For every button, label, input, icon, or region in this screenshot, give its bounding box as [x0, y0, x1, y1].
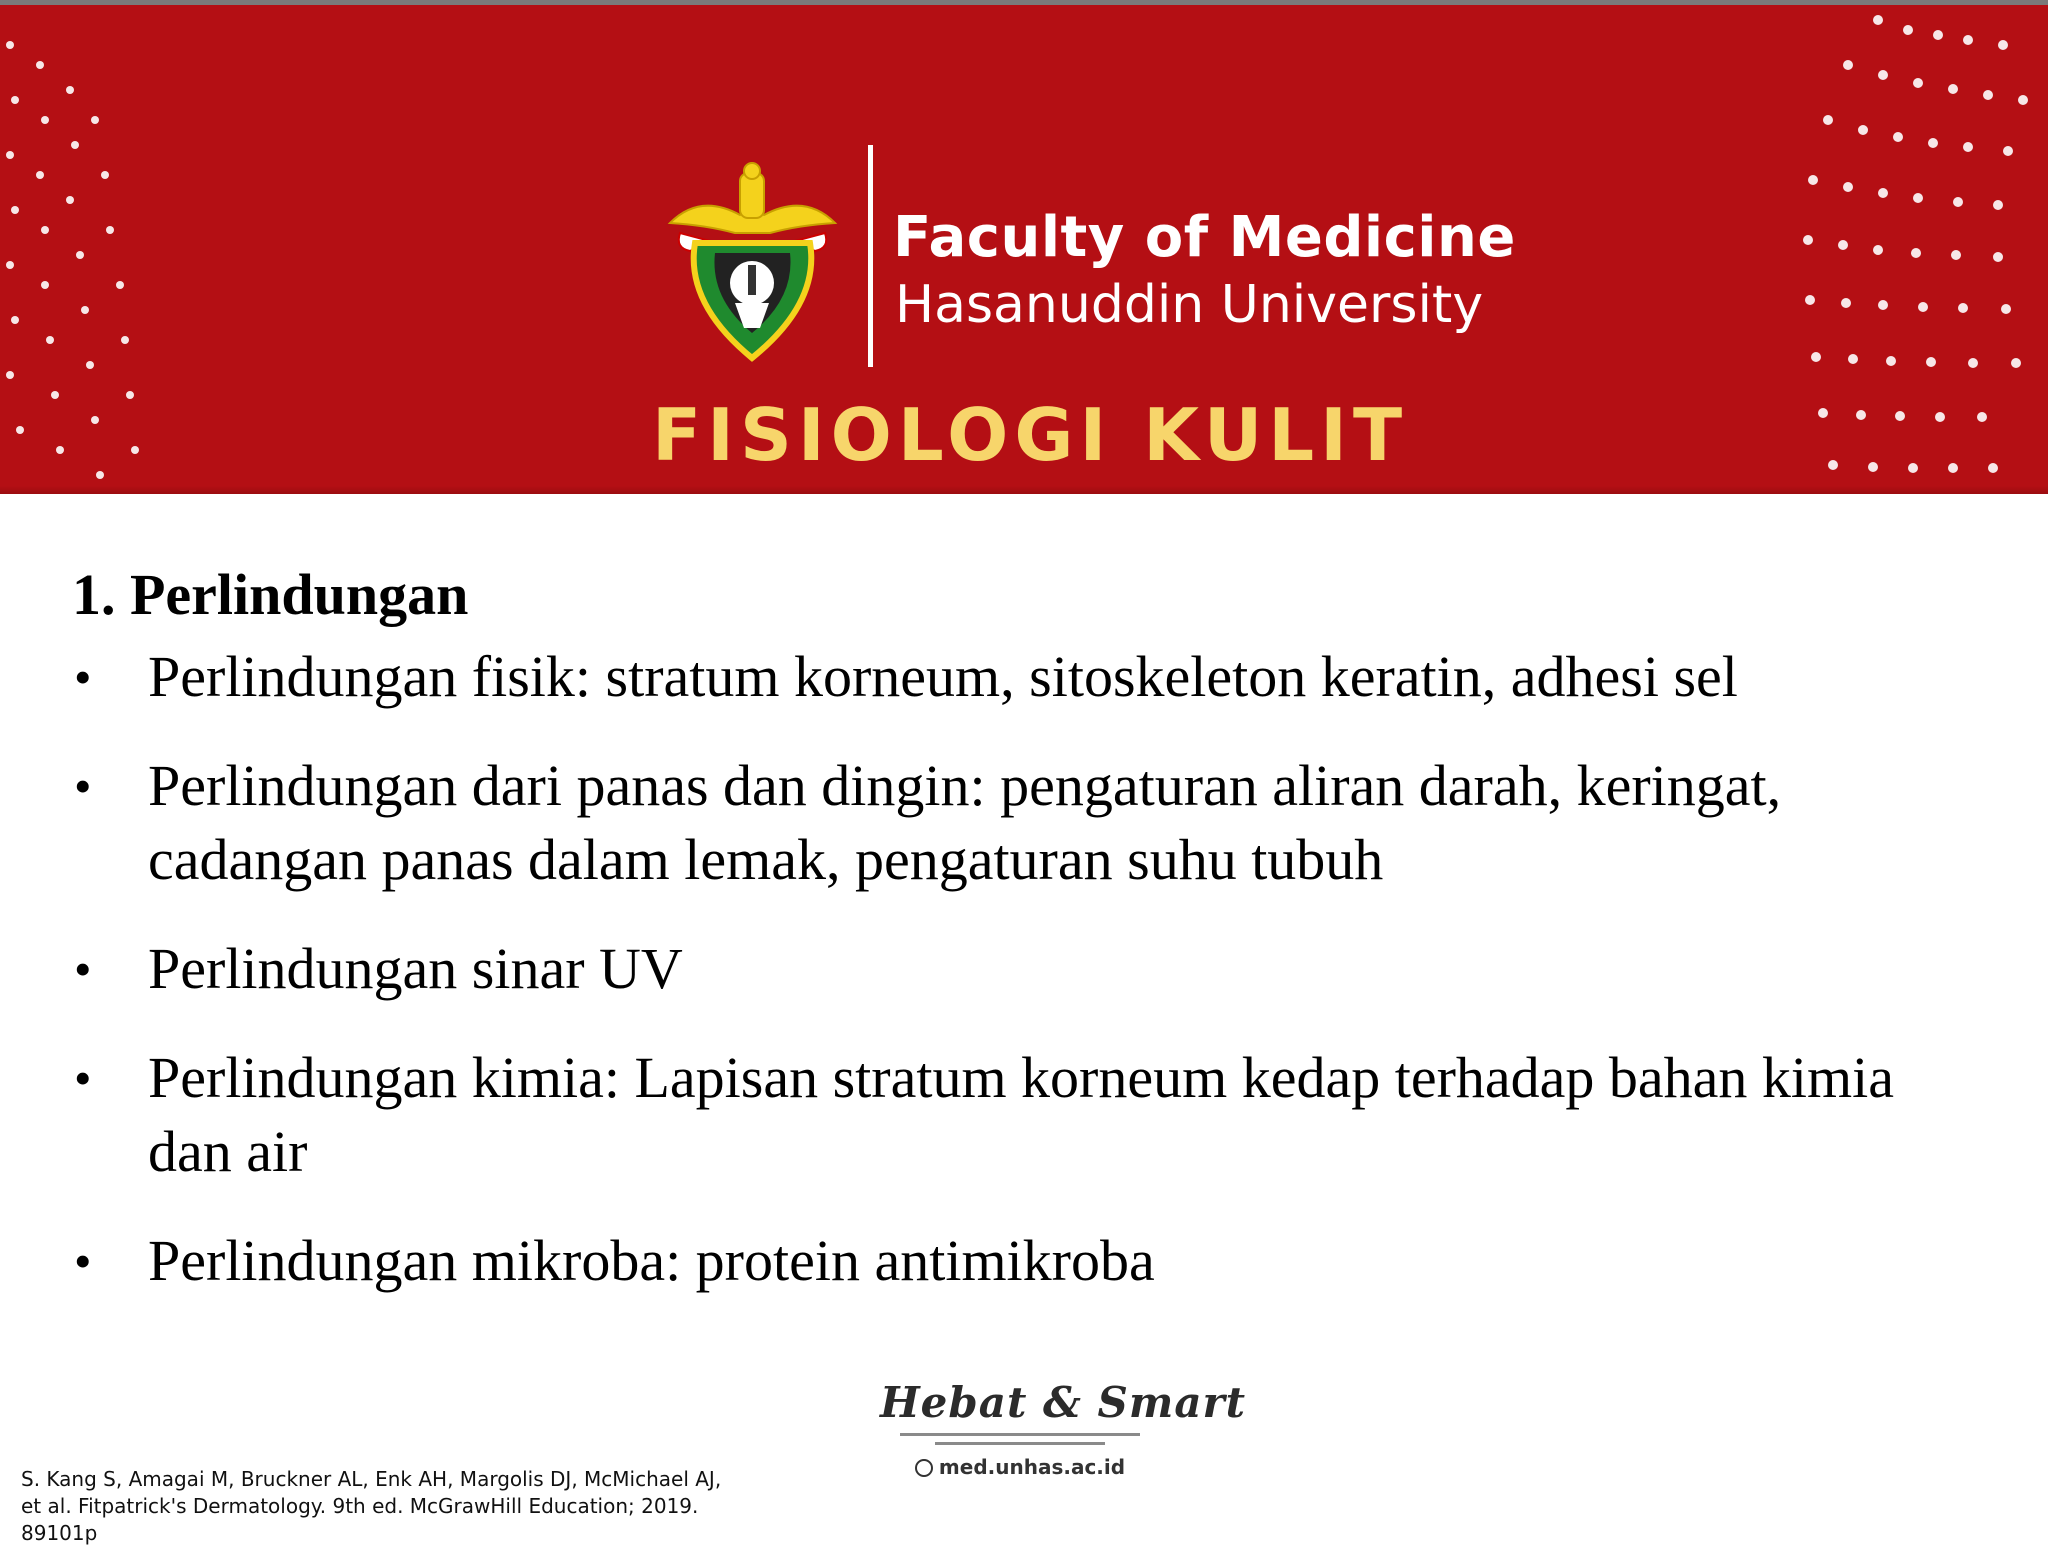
brand-website [880, 1455, 1160, 1479]
header-bottom-edge [0, 486, 2048, 494]
bullet-dot: • [74, 649, 92, 705]
bullet-item [72, 1224, 1992, 1298]
bullet-text: Perlindungan fisik: stratum korneum, sitoskeleton keratin, adhesi sel [148, 644, 1738, 709]
bullet-item [72, 932, 1992, 1006]
bullet-text: Perlindungan kimia: Lapisan stratum korneum kedap terhadap bahan kimia dan air [148, 1045, 1894, 1184]
brand-block [880, 1378, 1247, 1479]
bullet-dot: • [74, 1233, 92, 1289]
university-emblem-icon [660, 153, 845, 368]
decorative-dots-left [0, 5, 200, 494]
reference-line: et al. Fitpatrick's Dermatology. 9th ed. McGrawHill Education; 2019. [21, 1494, 699, 1518]
bullet-dot: • [74, 941, 92, 997]
bullet-item [72, 1041, 1992, 1189]
reference-line: S. Kang S, Amagai M, Bruckner AL, Enk AH, Margolis DJ, McMichael AJ, [21, 1467, 722, 1491]
brand-tagline: Hebat & Smart [880, 1378, 1247, 1427]
bullet-item [72, 640, 1992, 714]
bullet-text: Perlindungan dari panas dan dingin: pengaturan aliran darah, keringat, cadangan panas dalam lemak, pengaturan suhu tubuh [148, 753, 1782, 892]
bullet-text: Perlindungan sinar UV [148, 936, 683, 1001]
reference-line: 89101p [21, 1521, 98, 1545]
university-name: Hasanuddin University [895, 275, 1484, 335]
header-divider [868, 145, 873, 367]
slide-content [72, 560, 1992, 1333]
faculty-title: Faculty of Medicine [893, 205, 1516, 270]
slide-header [0, 5, 2048, 494]
bullet-dot: • [74, 1050, 92, 1106]
globe-icon [915, 1459, 933, 1477]
bullet-dot: • [74, 758, 92, 814]
reference-citation [21, 1466, 781, 1547]
slide-title: FISIOLOGI KULIT [652, 393, 1409, 477]
bullet-list [72, 640, 1992, 1298]
brand-small-print-lines [895, 1433, 1145, 1445]
section-heading: 1. Perlindungan [72, 562, 469, 627]
bullet-text: Perlindungan mikroba: protein antimikroba [148, 1228, 1155, 1293]
decorative-dots-right [1788, 5, 2048, 494]
bullet-item [72, 749, 1992, 897]
website-text: med.unhas.ac.id [938, 1455, 1126, 1479]
